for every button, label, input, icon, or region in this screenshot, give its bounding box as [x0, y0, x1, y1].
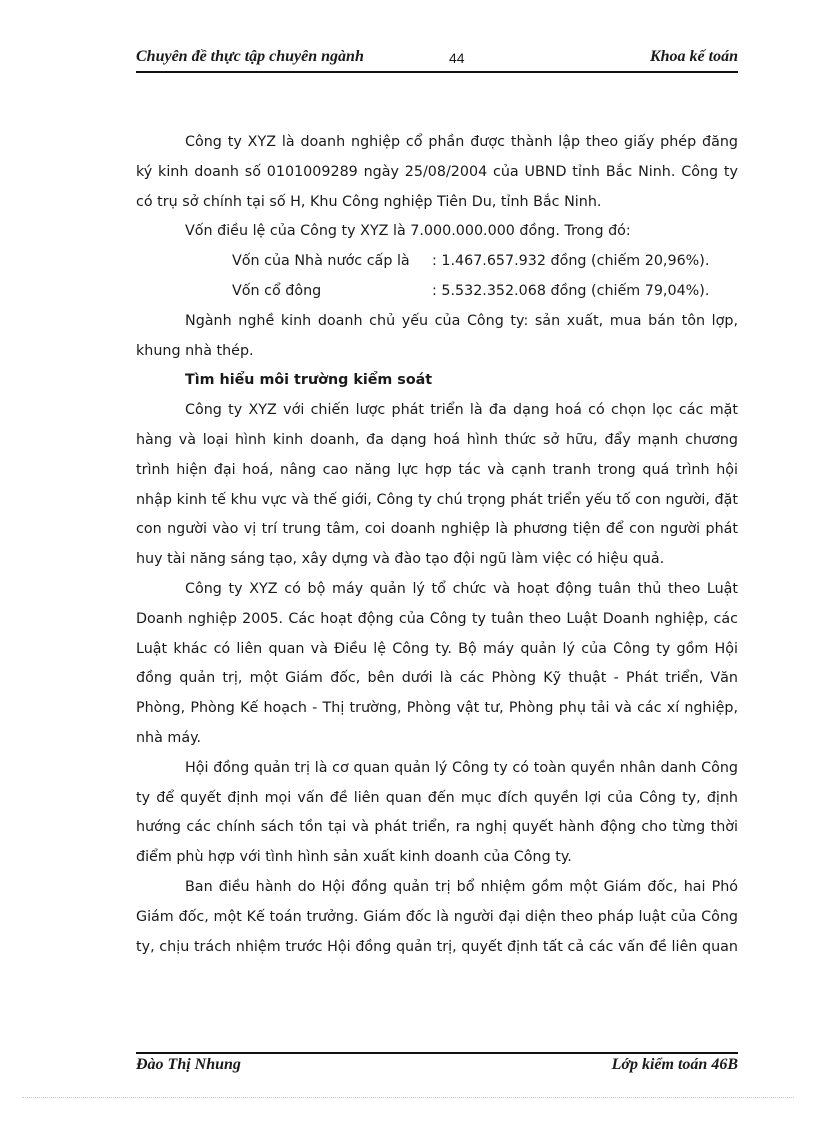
page-number: 44: [449, 50, 465, 66]
header-department: Khoa kế toán: [649, 48, 738, 65]
paragraph-business-lines: Ngành nghề kinh doanh chủ yếu của Công ty: sản xuất, mua bán tôn lợp, khung nhà thép.: [136, 312, 738, 359]
capital-value: : 5.532.352.068 đồng (chiếm 79,04%).: [432, 282, 710, 299]
page-footer: [136, 1056, 738, 1078]
header-title: Chuyên đề thực tập chuyên ngành: [136, 48, 364, 65]
header-rule: [136, 71, 738, 73]
capital-value: : 1.467.657.932 đồng (chiếm 20,96%).: [432, 253, 710, 270]
paragraph-company-intro: Công ty XYZ là doanh nghiệp cổ phần được thành lập theo giấy phép đăng ký kinh doanh số 0101009289 ngày 25/08/2004 của UBND tỉnh Bắc Ninh. Công ty có trụ sở chính tại số H, Khu Công nghiệp Tiên Du, tỉnh Bắc Ninh.: [136, 134, 738, 210]
capital-label: Vốn của Nhà nước cấp là: [232, 253, 410, 270]
paragraph-board: Hội đồng quản trị là cơ quan quản lý Công ty có toàn quyền nhân danh Công ty để quyết định mọi vấn đề liên quan đến mục đích quyền lợi của Công ty, định hướng các chính sách tồn tại và phát triển, ra nghị quyết hành động cho từng thời điểm phù hợp với tình hình sản xuất kinh doanh của Công ty.: [136, 759, 738, 866]
footer-author: Đào Thị Nhung: [136, 1056, 241, 1073]
paragraph-management-structure: Công ty XYZ có bộ máy quản lý tổ chức và hoạt động tuân thủ theo Luật Doanh nghiệp 2005. Các hoạt động của Công ty tuân theo Luật Doanh nghiệp, các Luật khác có liên quan và Điều lệ Công ty. Bộ máy quản lý của Công ty gồm Hội đồng quản trị, một Giám đốc, bên dưới là các Phòng Kỹ thuật - Phát triển, Văn Phòng, Phòng Kế hoạch - Thị trường, Phòng vật tư, Phòng phụ tải và các xí nghiệp, nhà máy.: [136, 580, 738, 746]
paragraph-capital: Vốn điều lệ của Công ty XYZ là 7.000.000.000 đồng. Trong đó:: [185, 223, 631, 240]
capital-row-state: [136, 247, 738, 277]
capital-label: Vốn cổ đông: [232, 282, 322, 299]
paragraph-strategy: Công ty XYZ với chiến lược phát triển là đa dạng hoá có chọn lọc các mặt hàng và loại hình kinh doanh, đa dạng hoá hình thức sở hữu, đẩy mạnh chương trình hiện đại hoá, nâng cao năng lực hợp tác và cạnh tranh trong quá trình hội nhập kinh tế khu vực và thế giới, Công ty chú trọng phát triển yếu tố con người, đặt con người vào vị trí trung tâm, coi doanh nghiệp là phương tiện để con người phát huy tài năng sáng tạo, xây dựng và đào tạo đội ngũ làm việc có hiệu quả.: [136, 402, 738, 568]
page-header: [136, 48, 738, 70]
capital-row-shareholders: [136, 277, 738, 307]
page-bottom-dotted-border: [22, 1097, 794, 1098]
paragraph-executive-board: Ban điều hành do Hội đồng quản trị bổ nhiệm gồm một Giám đốc, hai Phó Giám đốc, một Kế toán trưởng. Giám đốc là người đại diện theo pháp luật của Công ty, chịu trách nhiệm trước Hội đồng quản trị, quyết định tất cả các vấn đề liên quan: [136, 878, 738, 955]
section-heading: Tìm hiểu môi trường kiểm soát: [185, 372, 433, 389]
footer-rule: [136, 1052, 738, 1054]
footer-class: Lớp kiểm toán 46B: [611, 1056, 738, 1073]
page-body: [136, 128, 738, 962]
